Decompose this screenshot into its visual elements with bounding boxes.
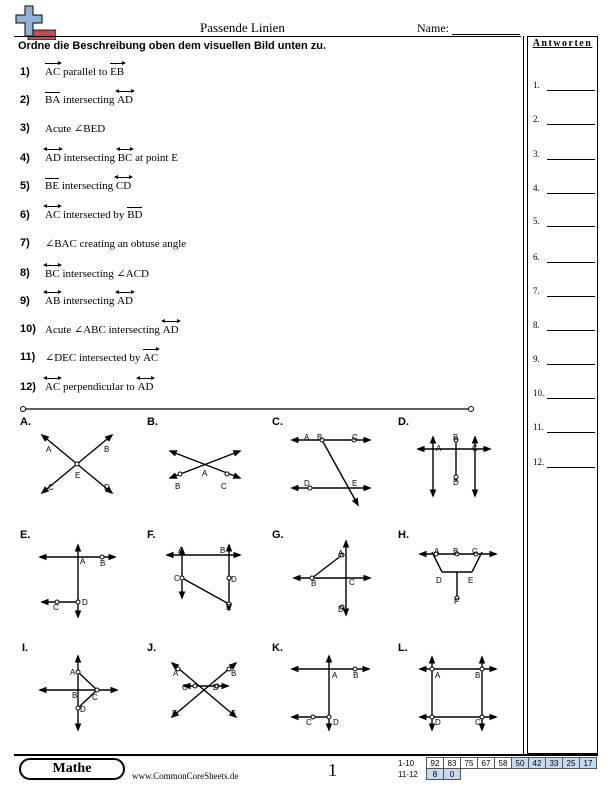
line-notation: AD bbox=[45, 152, 61, 164]
ray-notation: AC bbox=[143, 352, 159, 364]
score-cell: 0 bbox=[444, 769, 461, 780]
page-number: 1 bbox=[328, 760, 337, 780]
question-phrase: Acute ∠BED bbox=[45, 123, 106, 135]
answers-title: Antworten bbox=[532, 38, 593, 49]
score-row bbox=[398, 769, 597, 780]
answer-number: 11. bbox=[533, 422, 544, 432]
figure-line bbox=[182, 578, 229, 604]
point-label: A bbox=[436, 444, 442, 453]
figure-point bbox=[430, 715, 434, 719]
point-label: C bbox=[48, 483, 54, 492]
line-notation: AD bbox=[117, 295, 133, 307]
question-number: 9) bbox=[20, 295, 30, 307]
line-notation: AC bbox=[45, 209, 60, 221]
point-label: D bbox=[82, 598, 88, 607]
point-label: C bbox=[174, 574, 180, 583]
figure-point bbox=[95, 688, 99, 692]
question-number: 3) bbox=[20, 122, 30, 134]
score-cell: 25 bbox=[563, 758, 580, 769]
answer-number: 10. bbox=[533, 388, 545, 398]
point-label: B bbox=[453, 433, 459, 442]
question-phrase: intersecting bbox=[60, 94, 118, 106]
score-cell: 50 bbox=[512, 758, 529, 769]
score-range-label: 11-12 bbox=[398, 769, 418, 779]
figure-point bbox=[327, 715, 331, 719]
line-notation: BC bbox=[45, 268, 60, 280]
answer-number: 5. bbox=[533, 216, 540, 226]
point-label: B bbox=[353, 671, 359, 680]
figure-point bbox=[178, 472, 182, 476]
question-phrase: ∠BAC creating an obtuse angle bbox=[45, 238, 187, 250]
question-number: 12) bbox=[20, 381, 36, 393]
point-label: B bbox=[475, 671, 481, 680]
answer-number: 2. bbox=[533, 114, 540, 124]
figure-point bbox=[75, 462, 79, 466]
point-label: B bbox=[311, 579, 317, 588]
answer-number: 9. bbox=[533, 354, 540, 364]
line-notation: AB bbox=[45, 295, 60, 307]
segment-notation: BD bbox=[127, 209, 143, 221]
score-cell: 83 bbox=[444, 758, 461, 769]
figure-point bbox=[180, 576, 184, 580]
question-phrase: intersecting bbox=[60, 152, 118, 164]
point-label: A bbox=[173, 669, 179, 678]
answer-number: 4. bbox=[533, 183, 540, 193]
figure-point bbox=[430, 667, 434, 671]
line-notation: AD bbox=[117, 94, 133, 106]
answer-number: 1. bbox=[533, 80, 540, 90]
point-label: C bbox=[472, 444, 478, 453]
site-link[interactable]: www.CommonCoreSheets.de bbox=[132, 771, 239, 781]
figure-label: F. bbox=[147, 529, 156, 541]
question-phrase: perpendicular to bbox=[60, 381, 138, 393]
point-label: C bbox=[53, 603, 59, 612]
figure-point bbox=[193, 684, 197, 688]
point-label: D bbox=[333, 718, 339, 727]
point-label: A bbox=[332, 671, 338, 680]
score-cell: 67 bbox=[478, 758, 495, 769]
figure-label: E. bbox=[20, 529, 31, 541]
point-label: D bbox=[80, 705, 86, 714]
figure-label: G. bbox=[272, 529, 284, 541]
line-notation: AC bbox=[45, 381, 60, 393]
point-label: E bbox=[468, 576, 474, 585]
figure-label: D. bbox=[398, 416, 409, 428]
figure-point bbox=[76, 600, 80, 604]
line-notation: BC bbox=[118, 152, 133, 164]
line-notation: CD bbox=[116, 180, 131, 192]
answer-number: 6. bbox=[533, 252, 540, 262]
footer-divider bbox=[14, 754, 598, 756]
point-label: E bbox=[226, 603, 232, 612]
point-label: A bbox=[46, 445, 52, 454]
question-phrase: intersecting ∠ACD bbox=[59, 268, 149, 280]
figure-point bbox=[480, 667, 484, 671]
point-label: B bbox=[104, 445, 110, 454]
point-label: E bbox=[75, 471, 81, 480]
point-label: B bbox=[175, 482, 181, 491]
question-number: 2) bbox=[20, 94, 30, 106]
point-label: D bbox=[435, 718, 441, 727]
score-cell: 92 bbox=[427, 758, 444, 769]
score-cell: 58 bbox=[495, 758, 512, 769]
question-number: 1) bbox=[20, 66, 30, 78]
point-label: C bbox=[182, 683, 188, 692]
answer-number: 3. bbox=[533, 149, 540, 159]
point-label: B bbox=[453, 547, 459, 556]
point-label: B bbox=[220, 546, 226, 555]
point-label: D bbox=[453, 478, 459, 487]
question-phrase: intersecting bbox=[59, 180, 116, 192]
point-label: D bbox=[104, 483, 110, 492]
point-label: A bbox=[338, 549, 344, 558]
point-label: E bbox=[172, 709, 178, 718]
figure-line bbox=[78, 672, 97, 690]
point-label: D bbox=[231, 575, 237, 584]
point-label: A bbox=[304, 433, 310, 442]
point-label: A bbox=[435, 671, 441, 680]
point-label: E bbox=[352, 479, 358, 488]
question-number: 5) bbox=[20, 180, 30, 192]
instructions: Ordne die Beschreibung oben dem visuellen Bild unten zu. bbox=[18, 40, 327, 52]
score-range-label: 1-10 bbox=[398, 758, 415, 768]
brand-badge: Mathe bbox=[19, 758, 125, 780]
score-cell: 75 bbox=[461, 758, 478, 769]
figure-label: K. bbox=[272, 642, 283, 654]
page-title: Passende Linien bbox=[200, 20, 285, 35]
name-label: Name: bbox=[417, 21, 449, 35]
point-label: C bbox=[349, 578, 355, 587]
point-label: D bbox=[436, 576, 442, 585]
point-label: B bbox=[317, 433, 323, 442]
figure-label: L. bbox=[398, 642, 408, 654]
question-number: 10) bbox=[20, 323, 36, 335]
figure-point bbox=[225, 472, 229, 476]
ray-notation: AC bbox=[45, 66, 61, 78]
point-label: B bbox=[100, 559, 106, 568]
figure-label: A. bbox=[20, 416, 31, 428]
figure-label: H. bbox=[398, 529, 409, 541]
question-phrase: ∠DEC intersected by bbox=[45, 352, 144, 364]
answer-number: 12. bbox=[533, 457, 545, 467]
question-number: 7) bbox=[20, 237, 30, 249]
figure-label: B. bbox=[147, 416, 158, 428]
ray-notation: EB bbox=[110, 66, 125, 78]
point-label: D bbox=[304, 479, 310, 488]
point-label: A bbox=[80, 557, 86, 566]
segment-notation: BE bbox=[45, 180, 60, 192]
score-cell: 17 bbox=[580, 758, 597, 769]
answer-number: 7. bbox=[533, 286, 540, 296]
question-phrase: Acute ∠ABC intersecting bbox=[45, 324, 163, 336]
figure-label: I. bbox=[22, 642, 29, 654]
point-label: C bbox=[221, 482, 227, 491]
score-cell: 33 bbox=[546, 758, 563, 769]
question-phrase: intersected by bbox=[60, 209, 128, 221]
score-row bbox=[398, 758, 597, 769]
point-label: C bbox=[352, 433, 358, 442]
answer-number: 8. bbox=[533, 320, 540, 330]
point-label: F bbox=[231, 709, 236, 718]
figure-line bbox=[322, 440, 358, 505]
point-label: B bbox=[231, 669, 237, 678]
point-label: A bbox=[178, 546, 184, 555]
point-label: A bbox=[434, 547, 440, 556]
point-label: D bbox=[213, 683, 219, 692]
score-cell: 8 bbox=[427, 769, 444, 780]
question-number: 6) bbox=[20, 209, 30, 221]
point-label: A bbox=[70, 668, 76, 677]
question-number: 8) bbox=[20, 267, 30, 279]
score-table bbox=[398, 757, 597, 780]
point-label: B bbox=[72, 691, 78, 700]
figure-label: C. bbox=[272, 416, 283, 428]
point-label: F bbox=[454, 597, 459, 606]
point-label: A bbox=[202, 469, 208, 478]
line-notation: AD bbox=[163, 324, 179, 336]
point-label: C bbox=[92, 693, 98, 702]
question-phrase: at point E bbox=[132, 152, 178, 164]
line-notation: AD bbox=[138, 381, 154, 393]
question-number: 11) bbox=[20, 351, 36, 363]
score-cell: 42 bbox=[529, 758, 546, 769]
segment-notation: BA bbox=[45, 94, 61, 106]
figure-line bbox=[312, 555, 342, 578]
point-label: C bbox=[472, 547, 478, 556]
question-phrase: parallel to bbox=[60, 66, 111, 78]
point-label: C bbox=[306, 718, 312, 727]
question-number: 4) bbox=[20, 152, 30, 164]
figure-label: J. bbox=[147, 642, 157, 654]
question-phrase: intersecting bbox=[60, 295, 118, 307]
figure-point bbox=[76, 670, 80, 674]
point-label: C bbox=[475, 718, 481, 727]
point-label: D bbox=[338, 605, 344, 614]
